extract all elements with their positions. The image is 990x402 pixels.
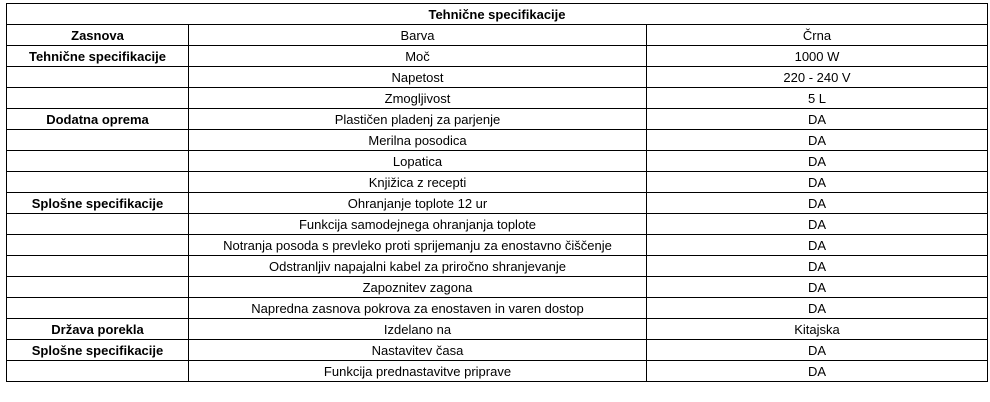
spec-table-body [7, 4, 988, 382]
category-cell [7, 298, 189, 319]
spec-label-cell: Lopatica [189, 151, 647, 172]
category-cell [7, 277, 189, 298]
spec-label-cell: Napredna zasnova pokrova za enostaven in varen dostop [189, 298, 647, 319]
table-row [7, 193, 988, 214]
spec-label-cell: Nastavitev časa [189, 340, 647, 361]
spec-label-cell: Zapoznitev zagona [189, 277, 647, 298]
spec-label-cell: Moč [189, 46, 647, 67]
category-cell [7, 151, 189, 172]
category-cell: Splošne specifikacije [7, 193, 189, 214]
category-cell [7, 172, 189, 193]
spec-label-cell: Zmogljivost [189, 88, 647, 109]
table-row [7, 151, 988, 172]
table-title-row [7, 4, 988, 25]
spec-table [6, 3, 988, 382]
spec-value-cell: DA [647, 109, 988, 130]
spec-label-cell: Izdelano na [189, 319, 647, 340]
table-row [7, 88, 988, 109]
table-row [7, 109, 988, 130]
table-row [7, 67, 988, 88]
category-cell: Država porekla [7, 319, 189, 340]
category-cell [7, 130, 189, 151]
category-cell: Zasnova [7, 25, 189, 46]
table-row [7, 340, 988, 361]
spec-value-cell: DA [647, 256, 988, 277]
spec-value-cell: DA [647, 151, 988, 172]
spec-value-cell: Črna [647, 25, 988, 46]
spec-value-cell: DA [647, 277, 988, 298]
spec-value-cell: DA [647, 298, 988, 319]
spec-value-cell: DA [647, 172, 988, 193]
table-row [7, 235, 988, 256]
spec-label-cell: Ohranjanje toplote 12 ur [189, 193, 647, 214]
table-row [7, 25, 988, 46]
table-row [7, 319, 988, 340]
spec-value-cell: Kitajska [647, 319, 988, 340]
spec-label-cell: Napetost [189, 67, 647, 88]
category-cell [7, 88, 189, 109]
table-row [7, 256, 988, 277]
spec-value-cell: DA [647, 340, 988, 361]
spec-value-cell: DA [647, 235, 988, 256]
spec-value-cell: DA [647, 193, 988, 214]
category-cell [7, 235, 189, 256]
category-cell: Tehnične specifikacije [7, 46, 189, 67]
spec-value-cell: 220 - 240 V [647, 67, 988, 88]
spec-value-cell: DA [647, 130, 988, 151]
category-cell: Splošne specifikacije [7, 340, 189, 361]
spec-label-cell: Notranja posoda s prevleko proti sprijemanju za enostavno čiščenje [189, 235, 647, 256]
table-row [7, 277, 988, 298]
spec-value-cell: 1000 W [647, 46, 988, 67]
category-cell: Dodatna oprema [7, 109, 189, 130]
spec-value-cell: 5 L [647, 88, 988, 109]
spec-label-cell: Odstranljiv napajalni kabel za priročno shranjevanje [189, 256, 647, 277]
spec-label-cell: Plastičen pladenj za parjenje [189, 109, 647, 130]
spec-value-cell: DA [647, 214, 988, 235]
table-row [7, 214, 988, 235]
spec-label-cell: Knjižica z recepti [189, 172, 647, 193]
table-row [7, 130, 988, 151]
category-cell [7, 361, 189, 382]
category-cell [7, 214, 189, 235]
category-cell [7, 67, 189, 88]
spec-label-cell: Funkcija prednastavitve priprave [189, 361, 647, 382]
spec-label-cell: Funkcija samodejnega ohranjanja toplote [189, 214, 647, 235]
spec-label-cell: Barva [189, 25, 647, 46]
spec-label-cell: Merilna posodica [189, 130, 647, 151]
table-row [7, 172, 988, 193]
table-row [7, 361, 988, 382]
table-title: Tehnične specifikacije [7, 4, 988, 25]
table-row [7, 298, 988, 319]
category-cell [7, 256, 189, 277]
table-row [7, 46, 988, 67]
spec-value-cell: DA [647, 361, 988, 382]
